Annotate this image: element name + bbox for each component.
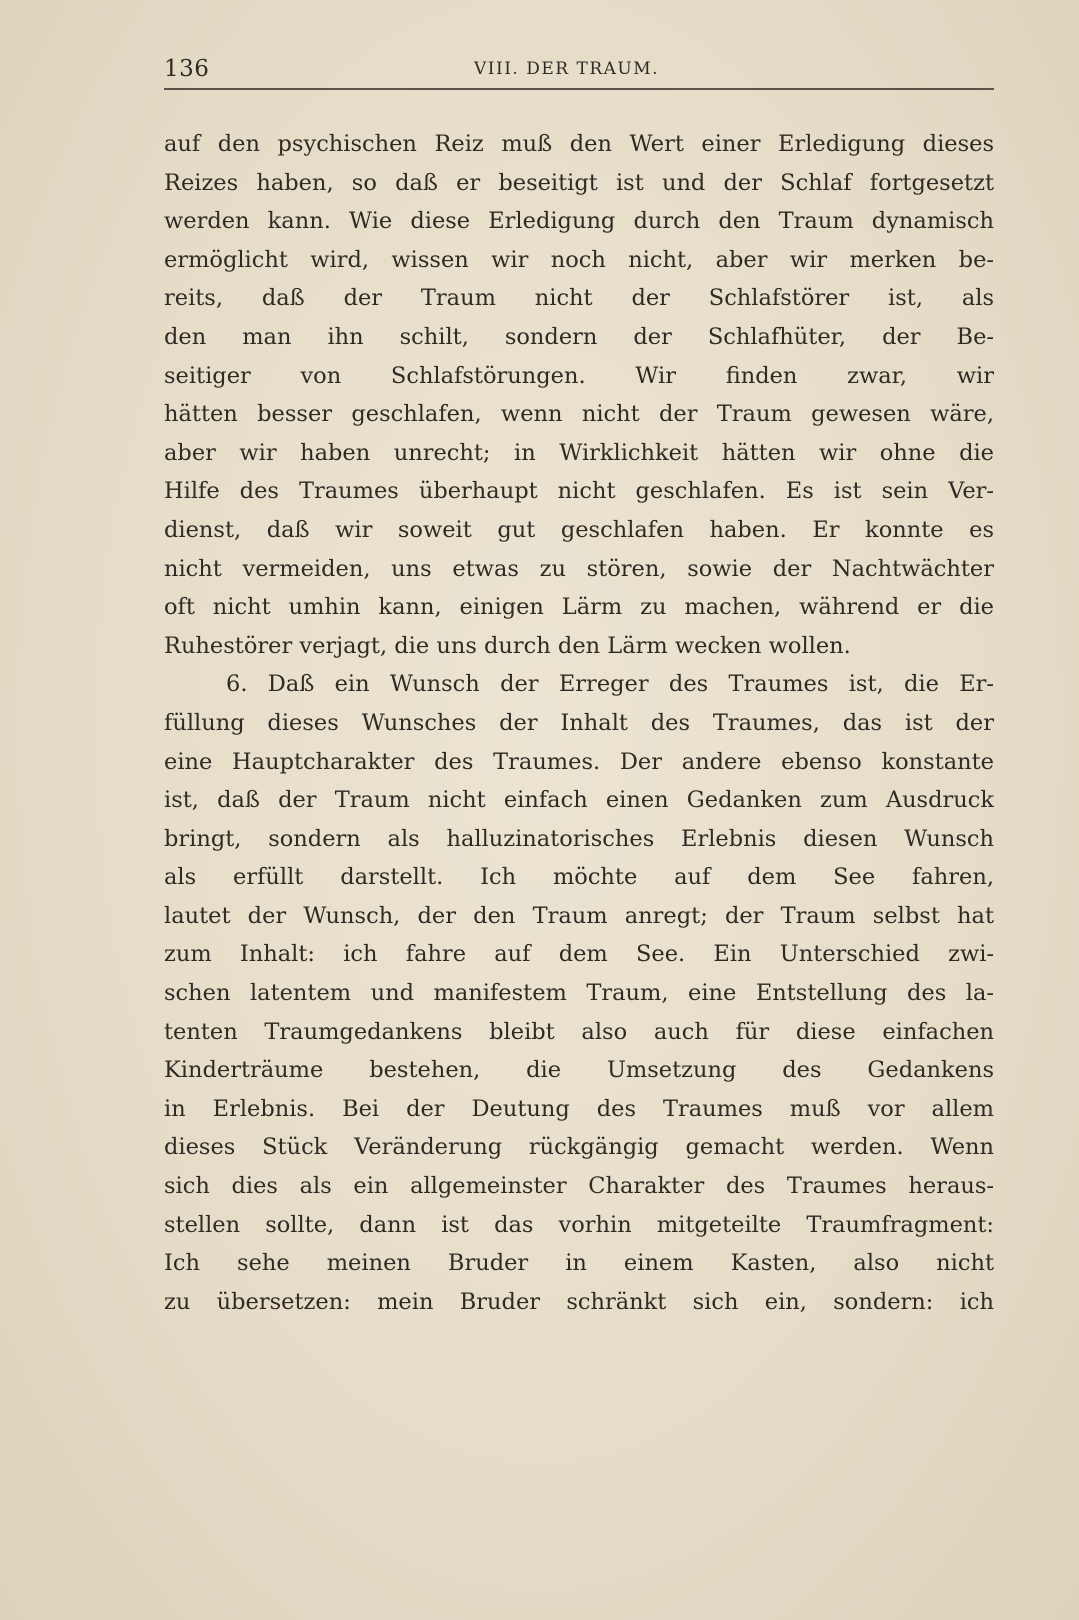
text-line: hätten besser geschlafen, wenn nicht der Traum gewesen wäre, [164,401,994,428]
paragraph-end-line: Ruhestörer verjagt, die uns durch den Lärm wecken wollen. [164,632,851,659]
text-line: stellen sollte, dann ist das vorhin mitgeteilte Traumfragment: [164,1211,994,1238]
text-line: ermöglicht wird, wissen wir noch nicht, aber wir merken be- [164,246,994,273]
text-line: werden kann. Wie diese Erledigung durch den Traum dynamisch [164,208,994,235]
text-line: füllung dieses Wunsches der Inhalt des Traumes, das ist der [164,709,994,736]
text-line: Reizes haben, so daß er beseitigt ist und der Schlaf fortgesetzt [164,169,994,196]
text-line: oft nicht umhin kann, einigen Lärm zu machen, während er die [164,594,994,621]
text-line: Ich sehe meinen Bruder in einem Kasten, also nicht [164,1250,994,1277]
text-line: ist, daß der Traum nicht einfach einen Gedanken zum Ausdruck [164,787,994,814]
page-header [164,50,994,90]
header-rule [164,88,994,90]
text-line: nicht vermeiden, uns etwas zu stören, sowie der Nachtwächter [164,555,994,582]
text-line: Kinderträume bestehen, die Umsetzung des Gedankens [164,1057,994,1084]
text-line: zu übersetzen: mein Bruder schränkt sich ein, sondern: ich [164,1288,994,1315]
text-line: in Erlebnis. Bei der Deutung des Traumes muß vor allem [164,1095,994,1122]
text-line: dieses Stück Veränderung rückgängig gemacht werden. Wenn [164,1134,994,1161]
text-line: eine Hauptcharakter des Traumes. Der andere ebenso konstante [164,748,994,775]
text-line: den man ihn schilt, sondern der Schlafhüter, der Be- [164,323,994,350]
text-line: lautet der Wunsch, der den Traum anregt; der Traum selbst hat [164,902,994,929]
text-line: auf den psychischen Reiz muß den Wert einer Erledigung dieses [164,131,994,157]
page-number: 136 [164,56,210,82]
text-line: aber wir haben unrecht; in Wirklichkeit hätten wir ohne die [164,439,994,466]
text-line: tenten Traumgedankens bleibt also auch für diese einfachen [164,1018,994,1045]
running-head: VIII. DER TRAUM. [474,59,660,79]
text-line: reits, daß der Traum nicht der Schlafstörer ist, als [164,285,994,312]
text-line: als erfüllt darstellt. Ich möchte auf dem See fahren, [164,864,994,891]
text-line: seitiger von Schlafstörungen. Wir finden zwar, wir [164,362,994,389]
text-line: dienst, daß wir soweit gut geschlafen haben. Er konnte es [164,516,994,543]
text-line: bringt, sondern als halluzinatorisches Erlebnis diesen Wunsch [164,825,994,852]
text-line: sich dies als ein allgemeinster Charakter des Traumes heraus- [164,1173,994,1200]
body-text [164,125,994,1321]
paragraph-start-line: 6. Daß ein Wunsch der Erreger des Traumes ist, die Er- [226,671,994,698]
text-line: zum Inhalt: ich fahre auf dem See. Ein Unterschied zwi- [164,941,994,968]
text-line: schen latentem und manifestem Traum, eine Entstellung des la- [164,980,994,1007]
text-line: Hilfe des Traumes überhaupt nicht geschlafen. Es ist sein Ver- [164,478,994,505]
